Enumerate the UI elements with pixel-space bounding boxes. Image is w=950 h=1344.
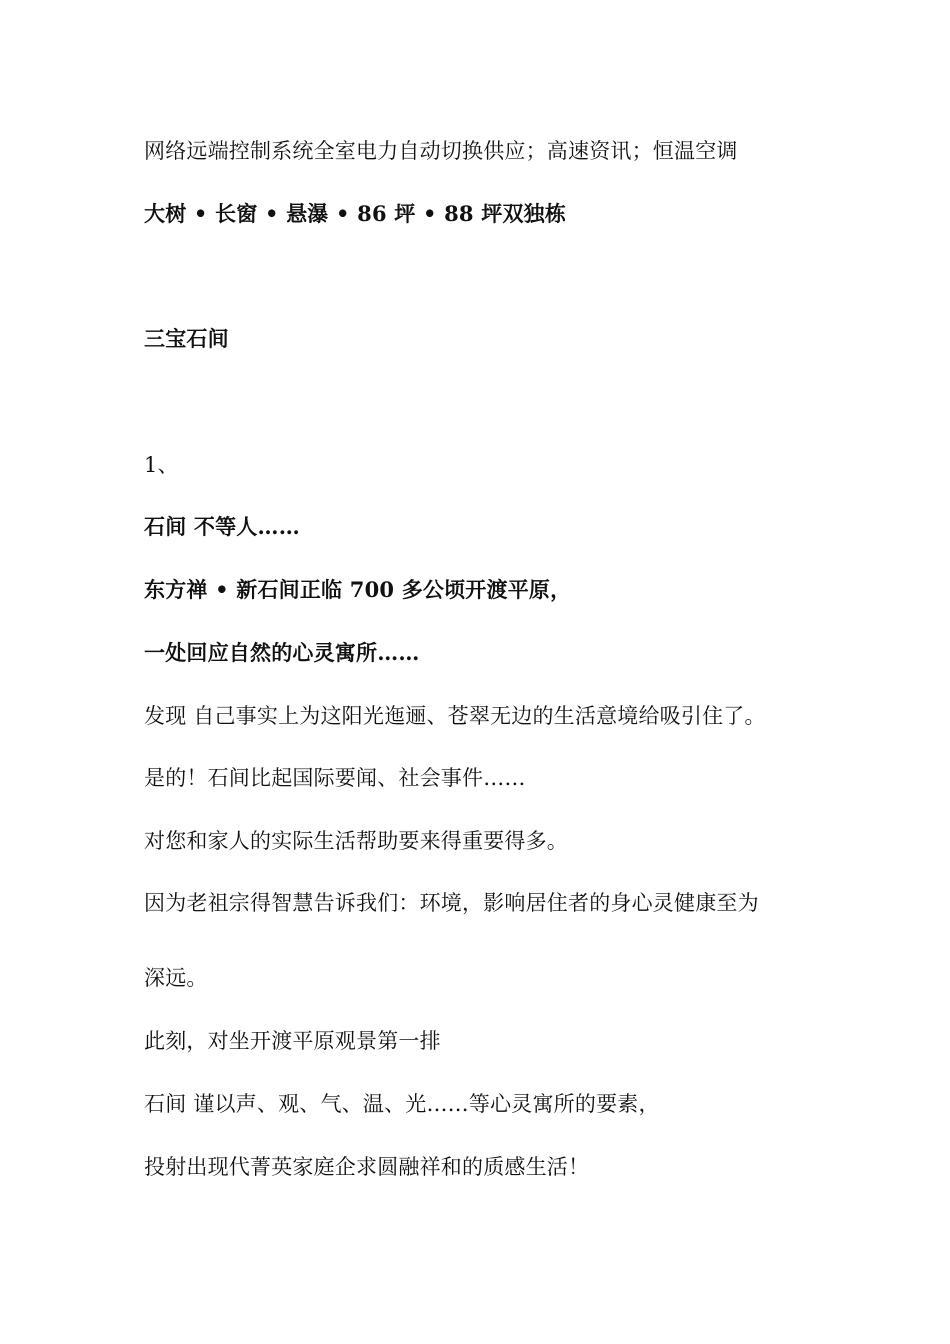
text-line-bold-1: 石间 不等人……	[144, 514, 300, 539]
text-line-bold-2: 东方禅 • 新石间正临 700 多公顷开渡平原，	[144, 577, 572, 602]
text-line-body-5: 深远。	[144, 966, 208, 990]
section-heading: 三宝石间	[144, 326, 229, 351]
text-line-body-2: 是的！石间比起国际要闻、社会事件……	[144, 766, 526, 790]
text-line-body-4: 因为老祖宗得智慧告诉我们：环境，影响居住者的身心灵健康至为	[144, 891, 759, 915]
text-line-body-7: 石间 谨以声、观、气、温、光……等心灵寓所的要素，	[144, 1092, 660, 1116]
text-line-body-1: 发现 自己事实上为这阳光迤逦、苍翠无边的生活意境给吸引住了。	[144, 704, 766, 728]
list-number: 1、	[144, 453, 179, 477]
text-line-body-8: 投射出现代菁英家庭企求圆融祥和的质感生活！	[144, 1155, 590, 1179]
text-line-bold-3: 一处回应自然的心灵寓所……	[144, 640, 420, 665]
text-line-1: 网络远端控制系统全室电力自动切换供应；高速资讯；恒温空调	[144, 139, 738, 163]
text-line-2-bold: 大树 • 长窗 • 悬瀑 • 86 坪 • 88 坪双独栋	[144, 201, 567, 226]
text-line-body-6: 此刻，对坐开渡平原观景第一排	[144, 1029, 441, 1053]
text-line-body-3: 对您和家人的实际生活帮助要来得重要得多。	[144, 829, 568, 853]
